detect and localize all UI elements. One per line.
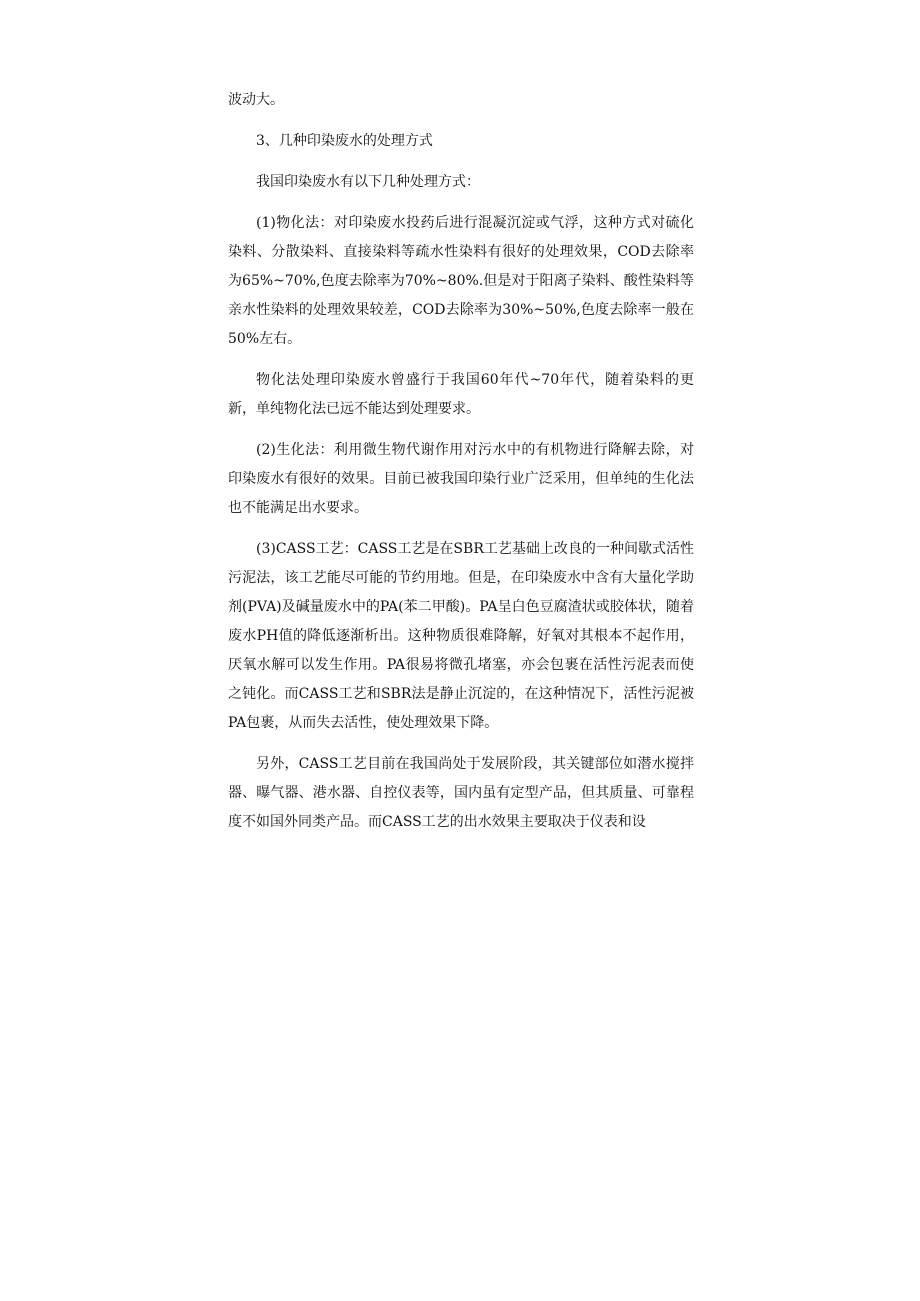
paragraph-continuation: 波动大。 — [228, 92, 284, 108]
paragraph-intro: 我国印染废水有以下几种处理方式： — [256, 174, 480, 190]
paragraph-physicochemical-method: (1)物化法：对印染废水投药后进行混凝沉淀或气浮，这种方式对硫化染料、分散染料、直接染料等疏水性染料有很好的处理效果，COD去除率为65%~70%,色度去除率为70%~80%.但是对于阳离子染料、酸性染料等亲水性染料的处理效果较差，COD去除率为30%~50%,色度去除率一般在50%左右。 — [228, 215, 694, 347]
paragraph-cass-process: (3)CASS工艺：CASS工艺是在SBR工艺基础上改良的一种间歇式活性污泥法，该工艺能尽可能的节约用地。但是，在印染废水中含有大量化学助剂(PVA)及碱量废水中的PA(苯二甲酸)。PA呈白色豆腐渣状或胶体状，随着废水PH值的降低逐渐析出。这种物质很难降解，好氧对其根本不起作用，厌氧水解可以发生作用。PA很易将微孔堵塞，亦会包裹在活性污泥表而使之钝化。而CASS工艺和SBR法是静止沉淀的，在这种情况下，活性污泥被PA包裹，从而失去活性，使处理效果下降。 — [228, 541, 694, 731]
paragraph-physicochemical-history: 物化法处理印染废水曾盛行于我国60年代~70年代，随着染料的更新，单纯物化法已远不能达到处理要求。 — [228, 372, 694, 417]
document-body — [228, 86, 694, 849]
paragraph-biochemical-method: (2)生化法：利用微生物代谢作用对污水中的有机物进行降解去除，对印染废水有很好的效果。目前已被我国印染行业广泛采用，但单纯的生化法也不能满足出水要求。 — [228, 442, 694, 516]
section-heading: 3、几种印染废水的处理方式 — [256, 133, 433, 149]
paragraph-cass-development: 另外，CASS工艺目前在我国尚处于发展阶段，其关键部位如潜水搅拌器、曝气器、港水器、自控仪表等，国内虽有定型产品，但其质量、可靠程度不如国外同类产品。而CASS工艺的出水效果主要取决于仪表和设 — [228, 756, 694, 830]
